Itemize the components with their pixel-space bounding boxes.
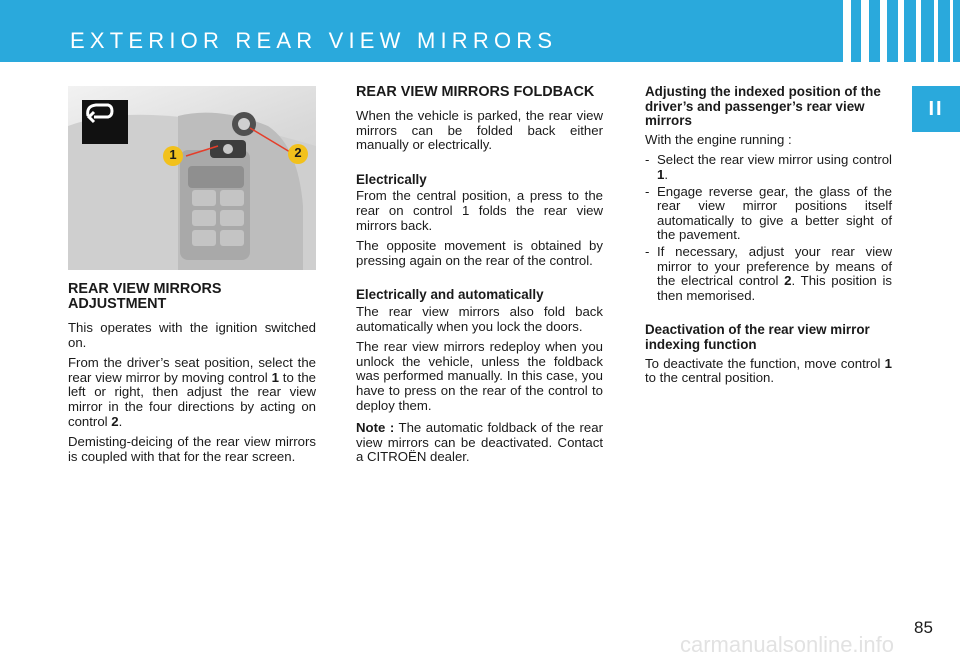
paragraph: This operates with the ignition switched on. [68, 320, 316, 350]
paragraph: The rear view mirrors redeploy when you unlock the vehicle, unless the foldback was performed manually. In this case, you have to press on the rear of the control to deploy them. [356, 339, 603, 413]
list-item: - Engage reverse gear, the glass of the rear view mirror positions itself automatically to give a better sight of the pavement. [645, 183, 892, 243]
mirror-fold-icon [82, 100, 128, 144]
list-item: - If necessary, adjust your rear view mirror to your preference by means of the electrical control 2. This position is then memorised. [645, 243, 892, 303]
door-panel-photo [68, 86, 316, 270]
subheading-electrically: Electrically [356, 171, 427, 187]
paragraph: From the driver’s seat position, select the rear view mirror by moving control 1 to the left or right, then adjust the rear view mirror in the four directions by acting on control 2. [68, 355, 316, 429]
column-adjustment [68, 282, 316, 470]
chapter-tab: II [912, 86, 960, 132]
watermark: carmanualsonline.info [680, 632, 895, 657]
steps-list [645, 153, 892, 303]
paragraph: With the engine running : [645, 131, 792, 147]
paragraph: Demisting-deicing of the rear view mirrors is coupled with that for the rear screen. [68, 434, 316, 464]
section-heading-deactivation: Deactivation of the rear view mirror indexing function [645, 322, 870, 352]
callout-2: 2 [294, 145, 302, 160]
paragraph: The opposite movement is obtained by pressing again on the rear of the control. [356, 238, 603, 268]
paragraph: From the central position, a press to the rear on control 1 folds the rear view mirrors back. [356, 188, 603, 233]
header-stripe [898, 0, 904, 62]
header-stripe [934, 0, 938, 62]
header-stripe [843, 0, 851, 62]
header-stripe [880, 0, 887, 62]
header-bar [0, 0, 960, 62]
page-title: EXTERIOR REAR VIEW MIRRORS [70, 28, 558, 53]
column-indexed-position [645, 85, 892, 392]
section-heading-indexed: Adjusting the indexed position of the driver’s and passenger’s rear view mirrors [645, 84, 881, 129]
paragraph: To deactivate the function, move control 1 to the central position. [645, 355, 892, 386]
list-item: - Select the rear view mirror using control 1. [645, 152, 892, 182]
header-stripe [861, 0, 869, 62]
note: Note : The automatic foldback of the rear view mirrors can be deactivated. Contact a CITROËN dealer. [356, 420, 603, 465]
page-number: 85 [914, 618, 933, 637]
paragraph: The rear view mirrors also fold back automatically when you lock the doors. [356, 303, 603, 334]
section-heading-foldback: REAR VIEW MIRRORS FOLDBACK [356, 84, 595, 100]
column-foldback [356, 85, 603, 471]
callout-1: 1 [169, 147, 177, 162]
section-heading-adjustment: REAR VIEW MIRRORS ADJUSTMENT [68, 281, 222, 312]
header-stripe [916, 0, 921, 62]
header-stripe [950, 0, 953, 62]
paragraph: When the vehicle is parked, the rear view mirrors can be folded back either manually or electrically. [356, 108, 603, 153]
subheading-electrically-automatically: Electrically and automatically [356, 287, 544, 303]
